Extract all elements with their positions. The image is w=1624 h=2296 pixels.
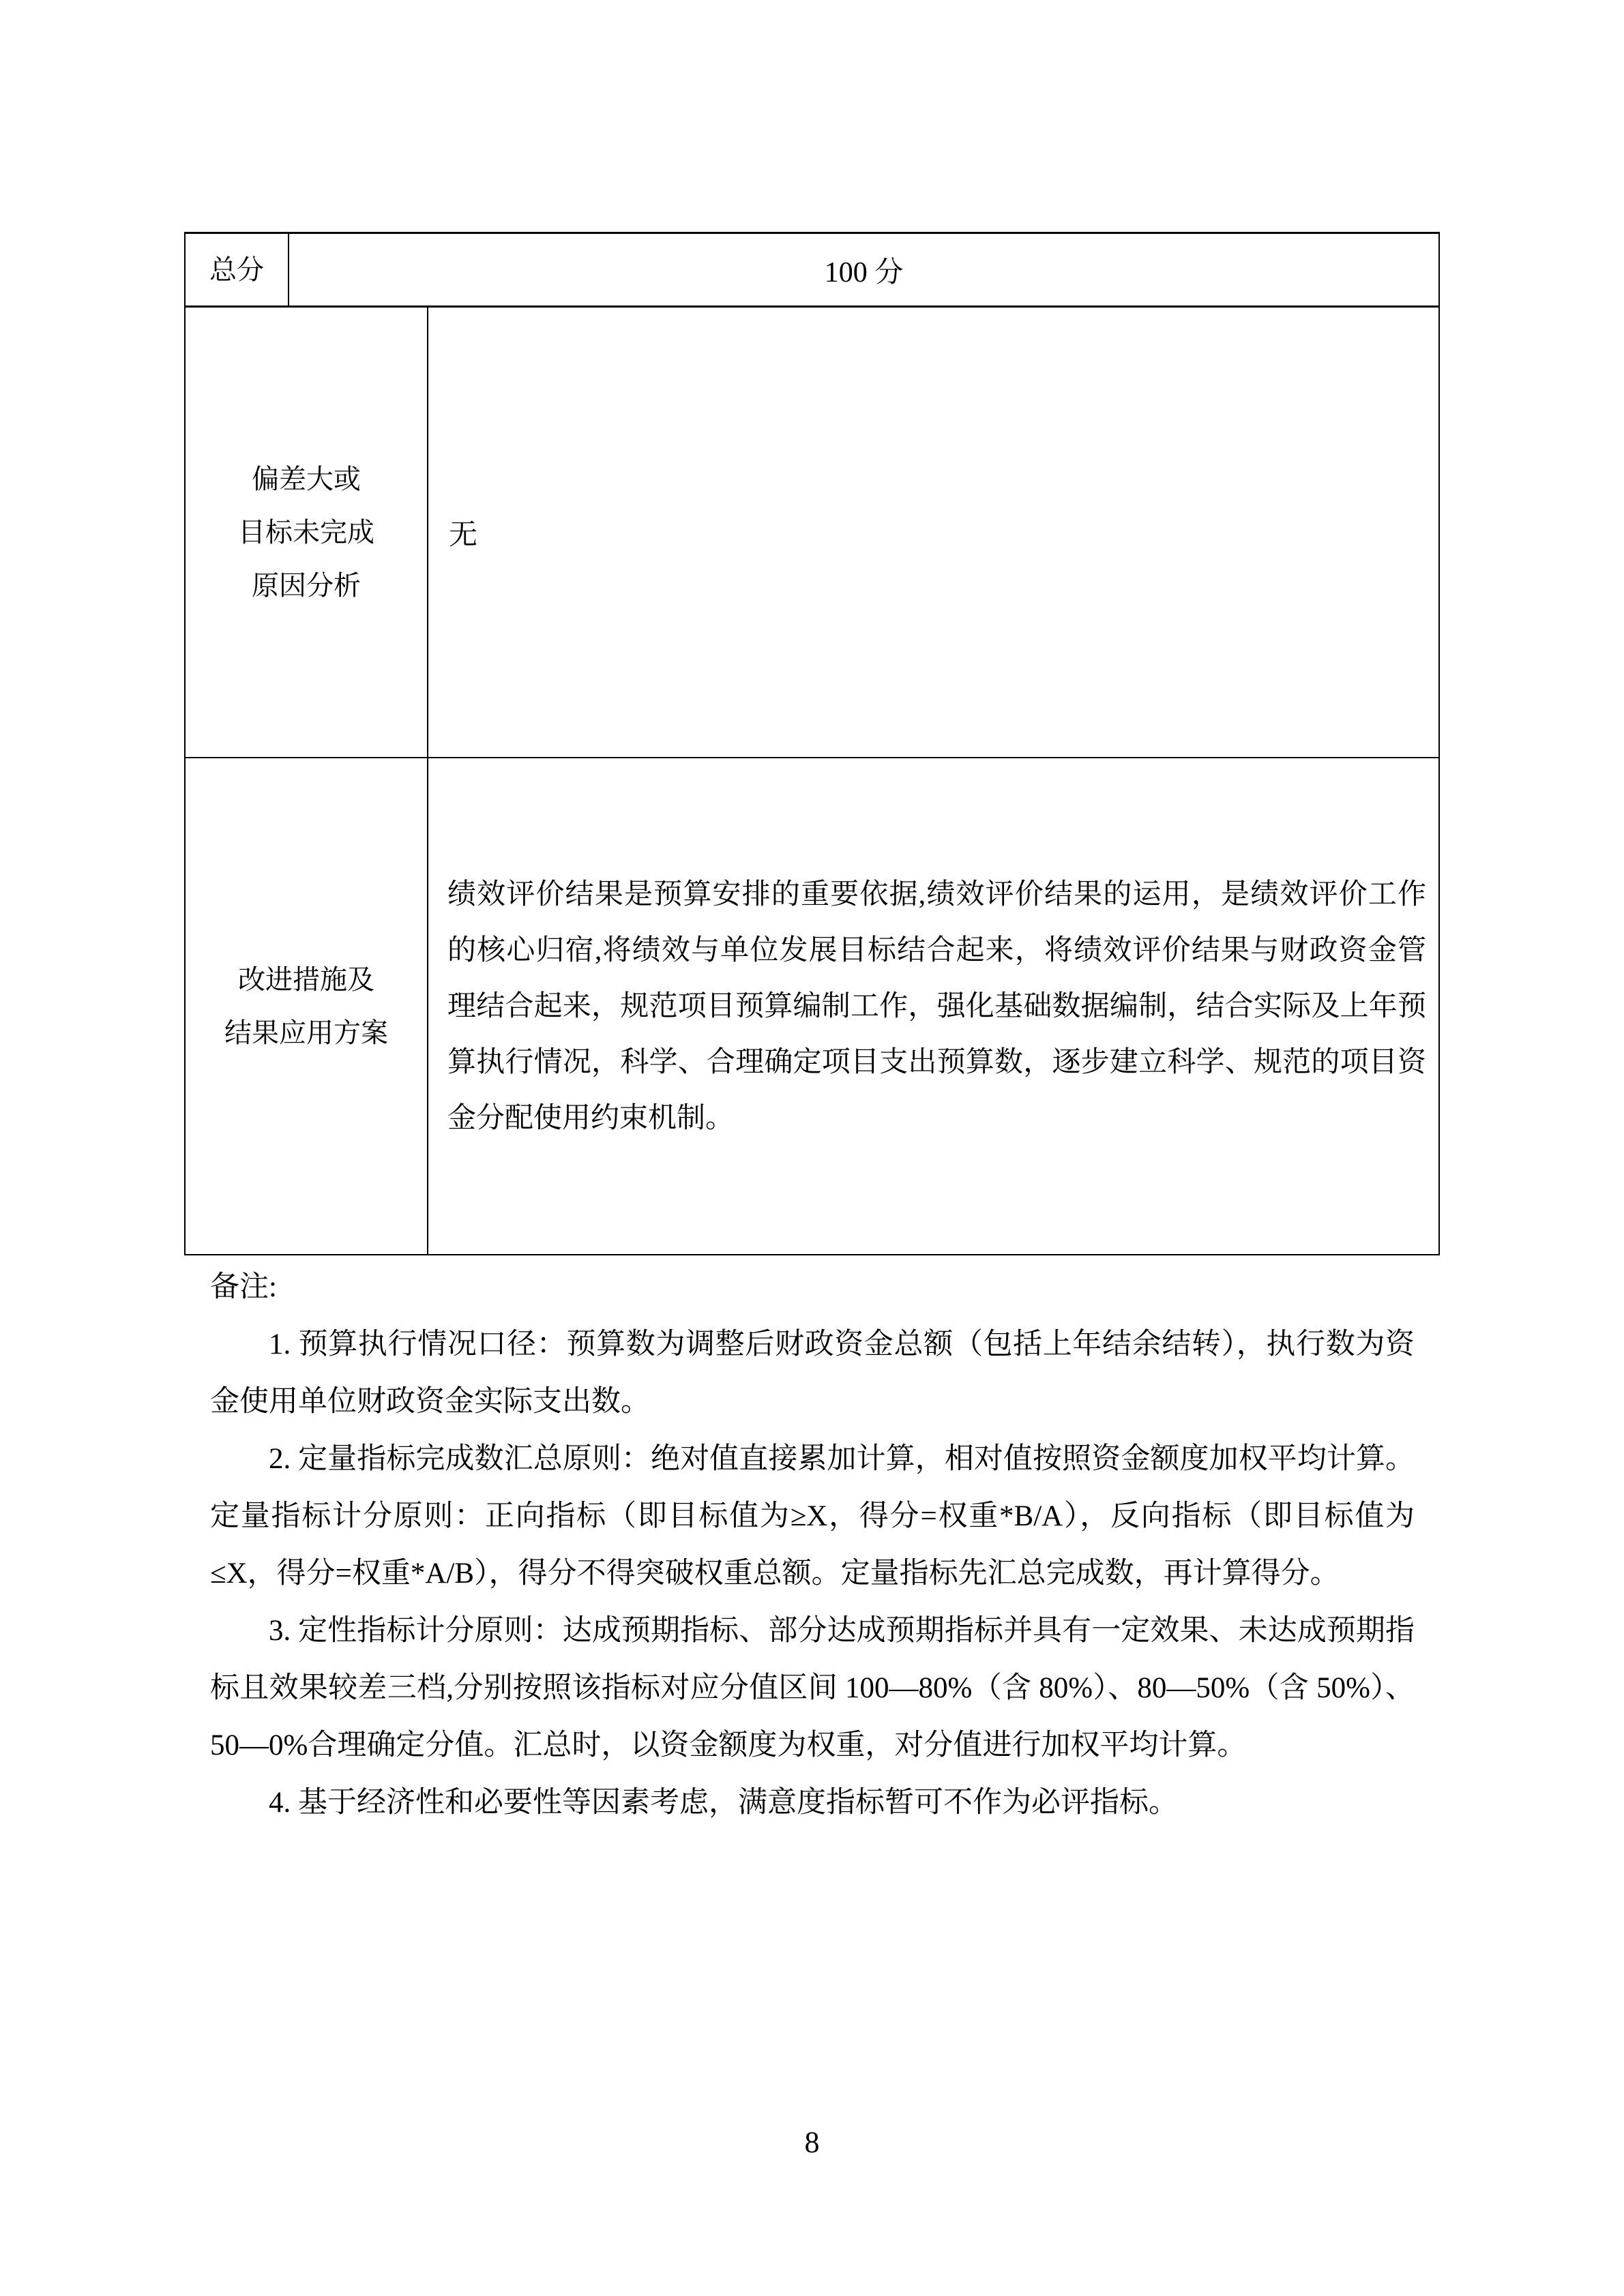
deviation-label-cell — [186, 308, 428, 757]
deviation-label-line-1: 偏差大或 — [252, 463, 361, 494]
notes-heading: 备注: — [210, 1271, 277, 1303]
improvement-label-line-2: 结果应用方案 — [224, 1017, 388, 1048]
total-score-label-cell — [186, 234, 289, 305]
improvement-paragraph: 绩效评价结果是预算安排的重要依据,绩效评价结果的运用，是绩效评价工作的核心归宿,将绩效与单位发展目标结合起来，将绩效评价结果与财政资金管理结合起来，规范项目预算编制工作，强化基础数据编制，结合实际及上年预算执行情况，科学、合理确定项目支出预算数，逐步建立科学、规范的项目资金分配使用约束机制。 — [447, 878, 1426, 1134]
total-score-label: 总分 — [209, 254, 264, 285]
deviation-label-line-2: 目标未完成 — [238, 516, 374, 548]
note-item-1: 1. 预算执行情况口径：预算数为调整后财政资金总额（包括上年结余结转），执行数为资金使用单位财政资金实际支出数。 — [210, 1328, 1415, 1418]
note-item-4: 4. 基于经济性和必要性等因素考虑，满意度指标暂可不作为必评指标。 — [269, 1787, 1178, 1819]
table-row-deviation-analysis — [186, 308, 1438, 758]
notes-section — [210, 1259, 1415, 1832]
table-row-improvement-measures — [186, 758, 1438, 1254]
note-item-2: 2. 定量指标完成数汇总原则：绝对值直接累加计算，相对值按照资金额度加权平均计算。定量指标计分原则：正向指标（即目标值为≥X，得分=权重*B/A），反向指标（即目标值为≤X，得分=权重*A/B），得分不得突破权重总额。定量指标先汇总完成数，再计算得分。 — [210, 1443, 1415, 1590]
improvement-label — [224, 953, 388, 1060]
improvement-value-cell — [428, 758, 1438, 1254]
total-score-value: 100 分 — [824, 256, 904, 288]
improvement-label-cell — [186, 758, 428, 1254]
table-row-total-score — [186, 234, 1438, 308]
deviation-label — [238, 453, 374, 612]
total-score-value-cell — [289, 234, 1438, 305]
note-item-3: 3. 定性指标计分原则：达成预期指标、部分达成预期指标并具有一定效果、未达成预期指标且效果较差三档,分别按照该指标对应分值区间 100—80%（含 80%）、80—50%（含 50%）、50—0%合理确定分值。汇总时，以资金额度为权重，对分值进行加权平均计算。 — [210, 1615, 1415, 1761]
deviation-value-cell — [428, 308, 1438, 757]
summary-table — [184, 232, 1440, 1255]
page-number: 8 — [804, 2126, 820, 2159]
improvement-label-line-1: 改进措施及 — [238, 964, 374, 995]
deviation-label-line-3: 原因分析 — [252, 569, 361, 601]
deviation-value: 无 — [449, 519, 478, 551]
